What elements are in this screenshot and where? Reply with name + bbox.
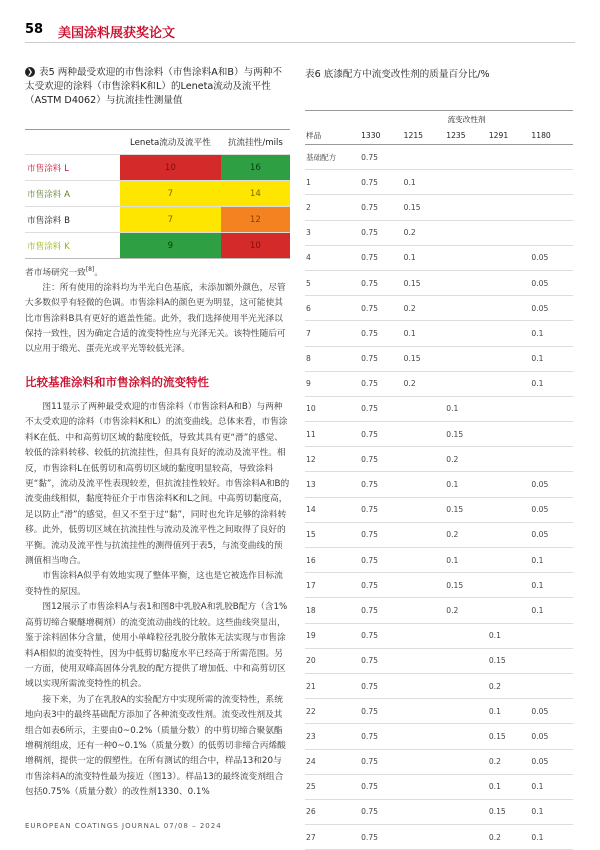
table-row [25, 233, 290, 259]
table6-value-cell: 0.75 [360, 195, 403, 220]
table6-sample-cell: 18 [305, 598, 360, 623]
body-text-lower [25, 400, 290, 801]
table6-value-cell: 0.05 [530, 270, 573, 295]
table6-value-cell: 0.75 [360, 447, 403, 472]
table-row [305, 346, 573, 371]
table-row [305, 774, 573, 799]
table-row [305, 724, 573, 749]
table6-value-cell: 0.05 [530, 497, 573, 522]
table-row [305, 371, 573, 396]
table6-sample-cell: 23 [305, 724, 360, 749]
table6-value-cell: 0.75 [360, 825, 403, 850]
table-row [305, 548, 573, 573]
table6-caption: 表6 底漆配方中流变改性剂的质量百分比/% [305, 69, 490, 80]
table5-flow-cell: 9 [120, 233, 221, 259]
table6-value-cell [445, 346, 488, 371]
table6-value-cell [403, 724, 446, 749]
table6-value-cell: 0.75 [360, 472, 403, 497]
table6-value-cell: 0.75 [360, 573, 403, 598]
table5-row-name: 市售涂料 K [25, 233, 120, 259]
table6-value-cell: 0.1 [488, 623, 531, 648]
table6-value-cell: 0.15 [488, 799, 531, 824]
table6-value-cell [530, 648, 573, 673]
table6-value-cell: 0.1 [403, 321, 446, 346]
table6-value-cell: 0.1 [530, 573, 573, 598]
journal-section-title: 美国涂料展获奖论文 [58, 26, 176, 41]
table6-value-cell [403, 598, 446, 623]
table6-value-cell: 0.75 [360, 774, 403, 799]
table6-value-cell [488, 195, 531, 220]
table6-value-cell [403, 648, 446, 673]
table6-value-cell [445, 170, 488, 195]
table-row [305, 145, 573, 170]
table6-value-cell: 0.75 [360, 296, 403, 321]
table6-value-cell [445, 648, 488, 673]
table6-sample-cell: 10 [305, 396, 360, 421]
table6-value-cell: 0.75 [360, 598, 403, 623]
table6-value-cell [488, 296, 531, 321]
table6-sample-cell: 7 [305, 321, 360, 346]
table6-value-cell [403, 472, 446, 497]
table6-value-cell: 0.75 [360, 371, 403, 396]
table6-header-col: 1330 [360, 127, 403, 145]
table6-value-cell: 0.15 [488, 648, 531, 673]
table6-value-cell [488, 422, 531, 447]
table6-value-cell [488, 371, 531, 396]
table6-sample-cell: 20 [305, 648, 360, 673]
table6-value-cell [530, 220, 573, 245]
table6-value-cell [403, 548, 446, 573]
table6-sample-cell: 27 [305, 825, 360, 850]
table6-value-cell: 0.75 [360, 724, 403, 749]
table6-value-cell: 0.75 [360, 170, 403, 195]
table6-value-cell [445, 623, 488, 648]
table-row [305, 270, 573, 295]
paragraph [25, 262, 290, 281]
table6-value-cell: 0.1 [530, 548, 573, 573]
table6-sample-cell: 22 [305, 699, 360, 724]
table5-caption [25, 66, 290, 108]
table6 [305, 110, 573, 850]
table5-sag-cell: 16 [221, 155, 290, 181]
table-row [305, 573, 573, 598]
table6-sample-cell: 24 [305, 749, 360, 774]
table6-value-cell [445, 195, 488, 220]
table6-value-cell [445, 145, 488, 170]
table6-value-cell [530, 195, 573, 220]
table6-value-cell [488, 220, 531, 245]
table6-sample-cell: 16 [305, 548, 360, 573]
table6-value-cell: 0.75 [360, 623, 403, 648]
table6-value-cell: 0.75 [360, 145, 403, 170]
table6-value-cell: 0.05 [530, 245, 573, 270]
table6-value-cell: 0.2 [445, 522, 488, 547]
table6-value-cell: 0.75 [360, 220, 403, 245]
table6-value-cell: 0.75 [360, 396, 403, 421]
table-row [305, 522, 573, 547]
table6-value-cell: 0.2 [403, 296, 446, 321]
paragraph: 市售涂料A似乎有效地实现了整体平衡，这也是它被选作目标流变特性的原因。 [25, 571, 283, 597]
table6-sample-cell: 基础配方 [305, 145, 360, 170]
table-row [305, 396, 573, 421]
table6-value-cell: 0.2 [488, 749, 531, 774]
table6-value-cell [403, 699, 446, 724]
table6-value-cell: 0.1 [530, 371, 573, 396]
table6-sample-cell: 21 [305, 673, 360, 698]
citation: [8] [85, 266, 95, 273]
table6-value-cell [403, 396, 446, 421]
table6-value-cell [445, 321, 488, 346]
table6-value-cell [403, 447, 446, 472]
table6-group-blank [305, 111, 360, 128]
table-row [305, 825, 573, 850]
table6-sample-cell: 11 [305, 422, 360, 447]
table6-value-cell [488, 573, 531, 598]
table5-header-sag: 抗流挂性/mils [221, 130, 290, 155]
table6-value-cell [403, 422, 446, 447]
table-row [305, 220, 573, 245]
table6-value-cell [530, 447, 573, 472]
table6-value-cell [530, 623, 573, 648]
table6-sample-cell: 15 [305, 522, 360, 547]
table6-value-cell [403, 825, 446, 850]
table6-value-cell: 0.05 [530, 522, 573, 547]
page-number: 58 [25, 22, 44, 37]
table6-sample-cell: 26 [305, 799, 360, 824]
table6-value-cell [445, 774, 488, 799]
table5-header-blank [25, 130, 120, 155]
table6-sample-cell: 14 [305, 497, 360, 522]
table5-sag-cell: 14 [221, 181, 290, 207]
table6-value-cell: 0.05 [530, 296, 573, 321]
table6-value-cell: 0.75 [360, 799, 403, 824]
table6-value-cell: 0.15 [403, 270, 446, 295]
table-row [305, 321, 573, 346]
table6-value-cell [488, 472, 531, 497]
table6-value-cell [403, 749, 446, 774]
table6-value-cell: 0.1 [403, 245, 446, 270]
table6-sample-cell: 5 [305, 270, 360, 295]
table6-value-cell [488, 447, 531, 472]
table-row [25, 155, 290, 181]
table6-value-cell: 0.75 [360, 497, 403, 522]
table6-value-cell: 0.15 [445, 497, 488, 522]
section-heading: 比较基准涂料和市售涂料的流变特性 [25, 375, 209, 389]
table6-value-cell: 0.2 [445, 598, 488, 623]
table-row [305, 195, 573, 220]
table6-value-cell: 0.75 [360, 648, 403, 673]
table6-value-cell: 0.2 [488, 825, 531, 850]
table6-value-cell: 0.75 [360, 321, 403, 346]
table6-value-cell [445, 371, 488, 396]
table6-sample-cell: 1 [305, 170, 360, 195]
table6-value-cell: 0.1 [530, 774, 573, 799]
table6-value-cell: 0.05 [530, 749, 573, 774]
table6-sample-cell: 25 [305, 774, 360, 799]
table6-sample-cell: 13 [305, 472, 360, 497]
table5-sag-cell: 10 [221, 233, 290, 259]
table6-value-cell [530, 170, 573, 195]
table5-row-name: 市售涂料 L [25, 155, 120, 181]
table5-flow-cell: 10 [120, 155, 221, 181]
table6-value-cell [488, 497, 531, 522]
table6-sample-cell: 3 [305, 220, 360, 245]
table6-value-cell: 0.1 [445, 396, 488, 421]
table6-value-cell: 0.2 [403, 220, 446, 245]
table6-value-cell: 0.15 [445, 422, 488, 447]
table6-value-cell: 0.15 [488, 724, 531, 749]
table-row [305, 170, 573, 195]
table5-flow-cell: 7 [120, 181, 221, 207]
table6-value-cell: 0.75 [360, 346, 403, 371]
table6-value-cell [488, 270, 531, 295]
table5-sag-cell: 12 [221, 207, 290, 233]
table6-value-cell: 0.15 [403, 195, 446, 220]
table6-value-cell [445, 724, 488, 749]
table6-sample-cell: 19 [305, 623, 360, 648]
paragraph: 接下来，为了在乳胶A的实验配方中实现所需的流变特性，系统地向表3中的最终基础配方添加了各种流变改性剂。流变改性剂及其组合如表6所示，主要由0~0.2%（质量分数）的中剪切缔合聚氨酯增稠剂组成，还有一种0~0.1%（质量分数）的低剪切非缔合丙烯酸增稠剂，提供一定的假塑性。在所有测试的组合中，样品13和20与市售涂料A的流变特性最为接近（图13）。样品13的最终流变剂组合包括0.75%（质量分数）的改性剂1330、0.1% [25, 694, 286, 798]
table6-value-cell: 0.2 [488, 673, 531, 698]
table5-row-name: 市售涂料 A [25, 181, 120, 207]
table6-value-cell [403, 774, 446, 799]
table6-value-cell [445, 270, 488, 295]
table6-value-cell: 0.1 [445, 548, 488, 573]
table6-sample-cell: 8 [305, 346, 360, 371]
body-text-upper [25, 262, 290, 358]
table6-value-cell: 0.1 [488, 699, 531, 724]
paragraph-text: 者市场研究一致 [25, 267, 86, 278]
paragraph: 图12展示了市售涂料A与表1和图8中乳胶A和乳胶B配方（含1%高剪切缔合聚醚增稠剂）的流变流动曲线的比较。这些曲线突显出，鉴于涂料固体分含量，使用小单峰粒径乳胶分散体无法实现与市售涂料A相似的流变特性，因为中低剪切黏度水平已经高于所需范围。另一方面，使用双峰高固体分乳胶的配方提供了增加低、中和高剪切区域以实现所需流变特性的机会。 [25, 602, 288, 690]
table6-value-cell: 0.75 [360, 749, 403, 774]
table6-header-row [305, 127, 573, 145]
table6-value-cell [488, 598, 531, 623]
table6-value-cell [403, 145, 446, 170]
table-row [305, 749, 573, 774]
table6-header-sample: 样品 [305, 127, 360, 145]
table6-header-col: 1180 [530, 127, 573, 145]
table6-value-cell: 0.75 [360, 245, 403, 270]
table-row [305, 699, 573, 724]
header-divider [25, 42, 575, 43]
table5 [25, 129, 290, 259]
table6-value-cell: 0.2 [445, 447, 488, 472]
footer-journal: EUROPEAN COATINGS JOURNAL 07/08 – 2024 [25, 822, 222, 830]
table6-value-cell: 0.1 [488, 774, 531, 799]
table-row [25, 207, 290, 233]
table6-value-cell [488, 396, 531, 421]
table-row [305, 447, 573, 472]
table6-sample-cell: 12 [305, 447, 360, 472]
table6-group-row [305, 111, 573, 128]
table6-value-cell: 0.15 [445, 573, 488, 598]
table6-header-col: 1235 [445, 127, 488, 145]
table-row [305, 422, 573, 447]
table6-value-cell: 0.1 [445, 472, 488, 497]
table5-row-name: 市售涂料 B [25, 207, 120, 233]
chevron-right-icon: ❯ [25, 67, 35, 77]
table6-value-cell: 0.75 [360, 548, 403, 573]
table6-sample-cell: 9 [305, 371, 360, 396]
paragraph-text-end: 。 [94, 267, 103, 278]
table6-value-cell [488, 245, 531, 270]
table-row [305, 799, 573, 824]
table6-value-cell [488, 145, 531, 170]
table6-value-cell [530, 673, 573, 698]
table-row [305, 623, 573, 648]
table5-flow-cell: 7 [120, 207, 221, 233]
table6-value-cell [445, 220, 488, 245]
note-paragraph: 注：所有使用的涂料均为半光白色基底，未添加额外颜色，尽管大多数似乎有轻微的色调。市售涂料A的颜色更为明显，这可能使其比市售涂料B具有更好的遮盖性能。此外，我们选择使用半光光泽以保持一致性，因为确定合适的流变特性应与光泽无关。该特性随后可以应用于缎光、蛋壳光或平光等较低光泽。 [25, 283, 286, 355]
table6-value-cell: 0.05 [530, 724, 573, 749]
table6-value-cell: 0.1 [530, 825, 573, 850]
table6-value-cell [488, 548, 531, 573]
table6-sample-cell: 17 [305, 573, 360, 598]
table6-value-cell: 0.75 [360, 522, 403, 547]
table6-value-cell [488, 522, 531, 547]
table-row [25, 181, 290, 207]
table6-value-cell [445, 825, 488, 850]
table6-group-header: 流变改性剂 [360, 111, 573, 128]
table6-value-cell: 0.75 [360, 673, 403, 698]
table6-sample-cell: 2 [305, 195, 360, 220]
table6-value-cell [445, 296, 488, 321]
table6-value-cell [445, 673, 488, 698]
table-row [305, 472, 573, 497]
table6-value-cell: 0.1 [403, 170, 446, 195]
table6-header-col: 1215 [403, 127, 446, 145]
table-row [305, 673, 573, 698]
table6-sample-cell: 6 [305, 296, 360, 321]
table6-value-cell: 0.15 [403, 346, 446, 371]
table6-value-cell: 0.1 [530, 799, 573, 824]
table6-value-cell [445, 749, 488, 774]
table6-value-cell: 0.75 [360, 422, 403, 447]
table6-value-cell [488, 346, 531, 371]
table6-header-col: 1291 [488, 127, 531, 145]
table6-value-cell: 0.75 [360, 270, 403, 295]
table6-value-cell [488, 321, 531, 346]
table6-value-cell: 0.05 [530, 699, 573, 724]
table5-header-flow: Leneta流动及流平性 [120, 130, 221, 155]
table-row [305, 497, 573, 522]
table6-value-cell [403, 799, 446, 824]
table-row [305, 245, 573, 270]
paragraph: 图11显示了两种最受欢迎的市售涂料（市售涂料A和B）与两种不太受欢迎的涂料（市售涂料K和L）的流变曲线。总体来看，市售涂料K在低、中和高剪切区域的黏度较低，导致其具有更“滑”的感觉、较低的涂料转移、较低的抗流挂性，但具有良好的流动及流平性。相反，市售涂料L在低剪切和高剪切区域的黏度明显较高，导致涂料更“黏”，流动及流平性表现较差，但抗流挂性较好。市售涂料A和B的流变曲线相似，黏度特征介于市售涂料K和L之间。中高剪切黏度高，足以防止“滑”的感觉，但又不至于过“黏”，同时也允许足够的涂料转移。此外，低剪切区域在抗流挂性与流动及流平性之间取得了良好的平衡。流动及流平性与抗流挂性的测得值列于表5，与流变曲线的预测值相当吻合。 [25, 402, 290, 567]
table5-header-row [25, 130, 290, 155]
table6-value-cell [530, 145, 573, 170]
table6-value-cell: 0.05 [530, 472, 573, 497]
table6-value-cell: 0.1 [530, 346, 573, 371]
table-row [305, 648, 573, 673]
table5-caption-text: 表5 两种最受欢迎的市售涂料（市售涂料A和B）与两种不太受欢迎的涂料（市售涂料K和L）的Leneta流动及流平性（ASTM D4062）与抗流挂性测量值 [25, 67, 282, 106]
table6-value-cell [445, 699, 488, 724]
table-row [305, 598, 573, 623]
table6-value-cell [403, 573, 446, 598]
table6-value-cell [530, 422, 573, 447]
table6-value-cell [403, 497, 446, 522]
table6-value-cell [445, 245, 488, 270]
table-row [305, 296, 573, 321]
table6-value-cell: 0.75 [360, 699, 403, 724]
table6-value-cell: 0.2 [403, 371, 446, 396]
table6-value-cell [530, 396, 573, 421]
table6-value-cell [488, 170, 531, 195]
table6-value-cell: 0.1 [530, 598, 573, 623]
table6-sample-cell: 4 [305, 245, 360, 270]
table6-value-cell [403, 522, 446, 547]
table6-value-cell [445, 799, 488, 824]
table6-body [305, 145, 573, 850]
table6-value-cell [403, 623, 446, 648]
table6-value-cell [403, 673, 446, 698]
table6-value-cell: 0.1 [530, 321, 573, 346]
